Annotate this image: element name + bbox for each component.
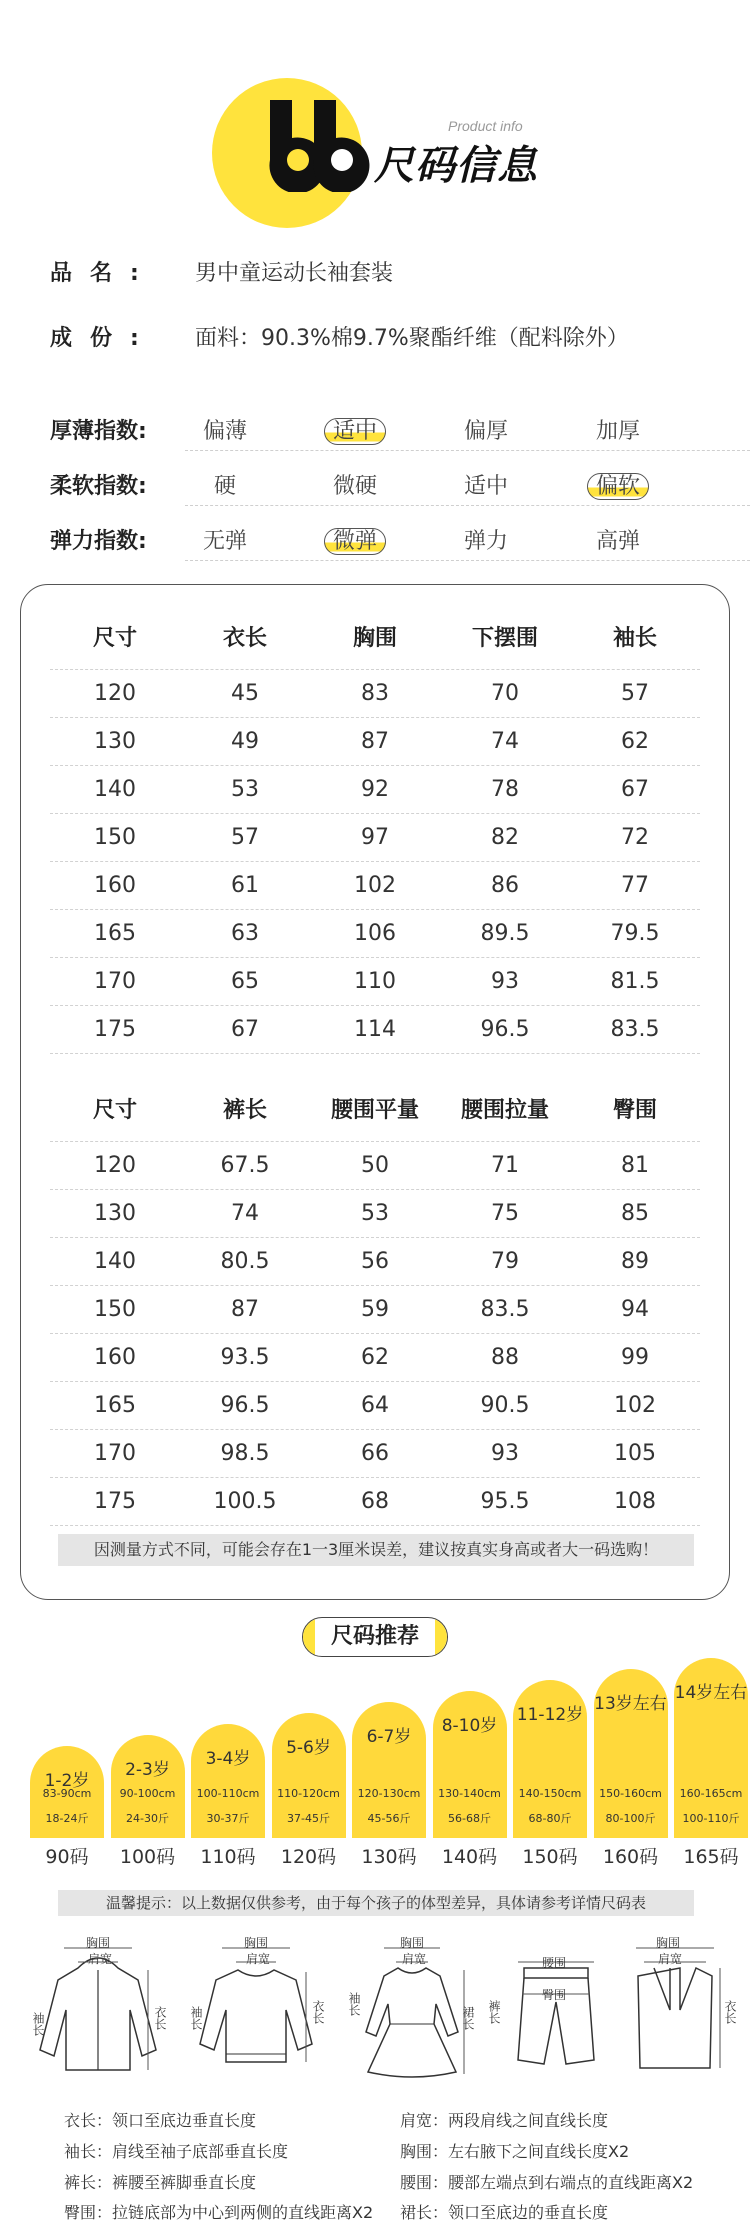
- size-code: 90码: [45, 1846, 89, 1868]
- top-table-cell: 65: [231, 969, 259, 994]
- thickness-label: 厚薄指数:: [50, 419, 147, 444]
- recommend-title-pill: [302, 1617, 448, 1657]
- definition-item: 裙长：领口至底边的垂直长度: [400, 2203, 609, 2222]
- top-table-cell: 86: [491, 873, 519, 898]
- size-code: 140码: [441, 1846, 498, 1868]
- top-table-row: [50, 766, 700, 814]
- product-info-caption: Product info: [448, 118, 523, 134]
- top-table-cell: 150: [94, 825, 136, 850]
- weight-range: 80-100斤: [605, 1812, 656, 1825]
- elasticity-index-row: [50, 518, 700, 562]
- bottom-table-cell: 160: [94, 1345, 136, 1370]
- top-table-cell: 61: [231, 873, 259, 898]
- bottom-table-cell: 150: [94, 1297, 136, 1322]
- bottom-table-cell: 75: [491, 1201, 519, 1226]
- length-label: 衣长: [311, 2000, 325, 2024]
- top-table-cell: 45: [231, 681, 259, 706]
- bottom-table-cell: 88: [491, 1345, 519, 1370]
- size-code: 100码: [119, 1846, 176, 1868]
- bottom-size-table: [50, 1080, 700, 1526]
- top-table-cell: 82: [491, 825, 519, 850]
- info-value-name: 男中童运动长袖套装: [195, 261, 394, 286]
- top-table-cell: 87: [361, 729, 389, 754]
- bottom-table-cell: 93: [491, 1441, 519, 1466]
- top-table-cell: 83.5: [610, 1017, 660, 1042]
- top-table-header-cell: 胸围: [352, 626, 397, 651]
- chest-label: 胸围: [86, 1936, 111, 1950]
- recommend-bar: [433, 1691, 507, 1838]
- height-range: 83-90cm: [42, 1787, 92, 1800]
- shoulder-label: 肩宽: [246, 1952, 271, 1966]
- top-table-cell: 175: [94, 1017, 136, 1042]
- softness-option-selected: 偏软: [568, 469, 668, 500]
- top-table-cell: 92: [361, 777, 389, 802]
- recommend-bar: [191, 1724, 265, 1838]
- top-table-row: [50, 1006, 700, 1054]
- bottom-table-cell: 66: [361, 1441, 389, 1466]
- top-table-row: [50, 718, 700, 766]
- top-table-cell: 70: [491, 681, 519, 706]
- bottom-table-cell: 81: [621, 1153, 649, 1178]
- bottom-table-header-cell: 腰围拉量: [460, 1098, 549, 1123]
- bottom-table-cell: 105: [614, 1441, 656, 1466]
- definition-item: 袖长：肩线至袖子底部垂直长度: [64, 2142, 289, 2161]
- bottom-table-cell: 93.5: [220, 1345, 270, 1370]
- info-label-name: 品名:: [50, 261, 157, 286]
- bottom-table-cell: 98.5: [220, 1441, 270, 1466]
- bottom-table-cell: 89: [621, 1249, 649, 1274]
- top-table-cell: 110: [354, 969, 396, 994]
- bottom-table-header-cell: 腰围平量: [330, 1098, 419, 1123]
- shoulder-label: 肩宽: [88, 1952, 113, 1966]
- definition-item: 裤长：裤腰至裤脚垂直长度: [64, 2173, 257, 2192]
- weight-range: 30-37斤: [206, 1812, 250, 1825]
- thickness-option: 加厚: [595, 419, 640, 444]
- page-title: 尺码信息: [374, 143, 538, 189]
- height-range: 90-100cm: [119, 1787, 176, 1800]
- pants-length-label: 裤长: [487, 2000, 501, 2024]
- height-range: 150-160cm: [599, 1787, 662, 1800]
- bottom-table-cell: 87: [231, 1297, 259, 1322]
- top-table-cell: 170: [94, 969, 136, 994]
- bottom-table-cell: 85: [621, 1201, 649, 1226]
- age-label: 1-2岁: [44, 1771, 90, 1791]
- definition-item: 肩宽：两段肩线之间直线长度: [400, 2111, 609, 2130]
- softness-option: 适中: [463, 474, 508, 499]
- shoulder-label: 肩宽: [402, 1952, 427, 1966]
- age-label: 13岁左右: [594, 1694, 667, 1714]
- top-table-row: [50, 958, 700, 1006]
- elasticity-option-selected: 微弹: [305, 524, 405, 555]
- logo-icon: [262, 96, 374, 192]
- height-range: 130-140cm: [438, 1787, 501, 1800]
- bottom-table-cell: 94: [621, 1297, 649, 1322]
- bottom-table-cell: 79: [491, 1249, 519, 1274]
- height-range: 160-165cm: [679, 1787, 743, 1800]
- bottom-table-cell: 83.5: [480, 1297, 530, 1322]
- top-table-cell: 97: [361, 825, 389, 850]
- bottom-table-header-cell: 裤长: [222, 1098, 267, 1123]
- info-value-material: 面料：90.3%棉9.7%聚酯纤维（配料除外）: [195, 326, 629, 351]
- top-table-cell: 78: [491, 777, 519, 802]
- top-table-cell: 77: [621, 873, 649, 898]
- bottom-table-cell: 99: [621, 1345, 649, 1370]
- bottom-table-row: [50, 1334, 700, 1382]
- bottom-table-row: [50, 1190, 700, 1238]
- thickness-option: 偏薄: [202, 419, 247, 444]
- recommend-bar: [30, 1746, 104, 1838]
- height-range: 140-150cm: [518, 1787, 582, 1800]
- top-table-row: [50, 814, 700, 862]
- top-table-header-cell: 下摆围: [471, 626, 538, 651]
- sleeve-label: 袖长: [347, 1992, 361, 2016]
- divider: [185, 560, 750, 561]
- top-table-cell: 83: [361, 681, 389, 706]
- recommend-bar: [352, 1702, 426, 1838]
- bottom-table-cell: 90.5: [480, 1393, 530, 1418]
- top-table-row: [50, 862, 700, 910]
- top-table-cell: 62: [621, 729, 649, 754]
- size-code: 130码: [361, 1846, 417, 1868]
- age-label: 14岁左右: [674, 1683, 748, 1703]
- top-table-cell: 49: [231, 729, 259, 754]
- bottom-table-cell: 120: [94, 1153, 136, 1178]
- top-table-cell: 160: [94, 873, 136, 898]
- bottom-table-cell: 59: [361, 1297, 389, 1322]
- jacket-diagram: [31, 1936, 167, 2090]
- definition-item: 胸围：左右腋下之间直线长度X2: [400, 2142, 630, 2161]
- age-label: 6-7岁: [366, 1727, 412, 1747]
- bottom-table-cell: 56: [361, 1249, 389, 1274]
- recommend-tip: 温馨提示：以上数据仅供参考，由于每个孩子的体型差异，具体请参考详情尺码表: [58, 1890, 694, 1916]
- size-code: 160码: [602, 1846, 659, 1868]
- bottom-table-row: [50, 1238, 700, 1286]
- top-table-cell: 81.5: [610, 969, 660, 994]
- elasticity-option: 高弹: [595, 529, 640, 554]
- age-label: 8-10岁: [441, 1716, 498, 1736]
- age-label: 5-6岁: [286, 1738, 331, 1758]
- top-table-cell: 165: [94, 921, 136, 946]
- top-table-cell: 130: [94, 729, 136, 754]
- top-table-header-row: [50, 608, 700, 670]
- weight-range: 18-24斤: [45, 1812, 89, 1825]
- bottom-table-cell: 50: [361, 1153, 389, 1178]
- top-table-cell: 67: [231, 1017, 259, 1042]
- top-table-cell: 102: [354, 873, 396, 898]
- recommend-bar: [272, 1713, 346, 1838]
- top-table-cell: 106: [354, 921, 396, 946]
- bottom-table-cell: 95.5: [480, 1489, 530, 1514]
- height-range: 120-130cm: [357, 1787, 421, 1800]
- top-table-cell: 79.5: [610, 921, 660, 946]
- bottom-table-row: [50, 1430, 700, 1478]
- age-label: 11-12岁: [516, 1705, 584, 1725]
- length-label: 衣长: [153, 2006, 167, 2030]
- softness-index-row: [50, 463, 700, 507]
- top-table-cell: 96.5: [480, 1017, 530, 1042]
- top-table-cell: 89.5: [480, 921, 530, 946]
- bottom-table-cell: 108: [614, 1489, 656, 1514]
- chest-label: 胸围: [656, 1936, 681, 1950]
- top-table-header-cell: 衣长: [222, 626, 267, 651]
- sleeve-label: 袖长: [189, 2006, 203, 2030]
- size-code: 110码: [200, 1846, 256, 1868]
- weight-range: 37-45斤: [287, 1812, 330, 1825]
- bottom-table-cell: 170: [94, 1441, 136, 1466]
- top-size-table: [50, 608, 700, 1054]
- size-code: 120码: [280, 1846, 337, 1868]
- definition-item: 臀围：拉链底部为中心到两侧的直线距离X2: [64, 2203, 374, 2222]
- definition-item: 衣长：领口至底边垂直长度: [64, 2111, 257, 2130]
- bottom-table-cell: 53: [361, 1201, 389, 1226]
- bottom-table-cell: 67.5: [220, 1153, 270, 1178]
- divider: [185, 450, 750, 451]
- bottom-table-row: [50, 1286, 700, 1334]
- weight-range: 56-68斤: [448, 1812, 491, 1825]
- length-label: 衣长: [723, 2000, 737, 2024]
- recommend-title: 尺码推荐: [330, 1624, 419, 1649]
- divider: [185, 505, 750, 506]
- sweater-diagram: [189, 1936, 325, 2090]
- recommend-bar: [513, 1680, 587, 1838]
- weight-range: 24-30斤: [126, 1812, 169, 1825]
- hip-label: 臀围: [542, 1988, 567, 2002]
- chest-label: 胸围: [244, 1936, 269, 1950]
- recommend-bar: [594, 1669, 668, 1838]
- bottom-table-cell: 74: [231, 1201, 259, 1226]
- bottom-table-header-cell: 尺寸: [92, 1098, 137, 1123]
- age-label: 3-4岁: [205, 1749, 251, 1769]
- height-range: 100-110cm: [196, 1787, 260, 1800]
- bottom-table-cell: 100.5: [213, 1489, 277, 1514]
- bottom-table-cell: 140: [94, 1249, 136, 1274]
- softness-option: 微硬: [332, 474, 377, 499]
- recommend-bar: [674, 1658, 748, 1838]
- pants-diagram: [487, 1940, 614, 2090]
- top-table-cell: 63: [231, 921, 259, 946]
- bottom-table-cell: 64: [361, 1393, 389, 1418]
- bottom-table-cell: 96.5: [220, 1393, 270, 1418]
- age-label: 2-3岁: [125, 1760, 170, 1780]
- bottom-table-cell: 165: [94, 1393, 136, 1418]
- bottom-table-row: [50, 1382, 700, 1430]
- bottom-table-cell: 62: [361, 1345, 389, 1370]
- bottom-table-cell: 80.5: [220, 1249, 270, 1274]
- bottom-table-row: [50, 1478, 700, 1526]
- recommend-bar: [111, 1735, 185, 1838]
- chest-label: 胸围: [400, 1936, 425, 1950]
- info-label-material: 成份:: [50, 326, 157, 351]
- top-table-header-cell: 尺寸: [92, 626, 137, 651]
- bottom-table-header-cell: 臀围: [612, 1098, 657, 1123]
- top-table-header-cell: 袖长: [612, 626, 657, 651]
- top-table-cell: 74: [491, 729, 519, 754]
- thickness-index-row: [50, 408, 700, 452]
- top-table-cell: 67: [621, 777, 649, 802]
- top-table-cell: 72: [621, 825, 649, 850]
- thickness-option: 偏厚: [463, 419, 508, 444]
- size-code: 165码: [683, 1846, 739, 1868]
- size-code: 150码: [522, 1846, 578, 1868]
- top-table-row: [50, 910, 700, 958]
- weight-range: 45-56斤: [367, 1812, 411, 1825]
- elasticity-label: 弹力指数:: [50, 529, 147, 554]
- top-table-row: [50, 670, 700, 718]
- softness-option: 硬: [213, 474, 236, 499]
- top-table-cell: 53: [231, 777, 259, 802]
- weight-range: 68-80斤: [528, 1812, 572, 1825]
- top-table-cell: 114: [354, 1017, 396, 1042]
- vest-diagram: [620, 1936, 740, 2090]
- elasticity-option: 无弹: [202, 529, 247, 554]
- elasticity-option: 弹力: [463, 529, 508, 554]
- bottom-table-cell: 175: [94, 1489, 136, 1514]
- thickness-option-selected: 适中: [305, 414, 405, 445]
- bottom-table-cell: 130: [94, 1201, 136, 1226]
- shoulder-label: 肩宽: [658, 1952, 683, 1966]
- top-table-cell: 57: [231, 825, 259, 850]
- top-table-cell: 140: [94, 777, 136, 802]
- top-table-cell: 57: [621, 681, 649, 706]
- dress-diagram: [347, 1936, 475, 2090]
- top-table-cell: 120: [94, 681, 136, 706]
- bottom-table-header-row: [50, 1080, 700, 1142]
- dress-length-label: 裙长: [461, 2006, 475, 2030]
- softness-label: 柔软指数:: [50, 474, 147, 499]
- measure-note: 因测量方式不同，可能会存在1一3厘米误差，建议按真实身高或者大一码选购！: [58, 1534, 694, 1566]
- bottom-table-row: [50, 1142, 700, 1190]
- bottom-table-cell: 102: [614, 1393, 656, 1418]
- definition-item: 腰围：腰部左端点到右端点的直线距离X2: [400, 2173, 694, 2192]
- bottom-table-cell: 71: [491, 1153, 519, 1178]
- bottom-table-cell: 68: [361, 1489, 389, 1514]
- weight-range: 100-110斤: [682, 1812, 740, 1825]
- top-table-cell: 93: [491, 969, 519, 994]
- waist-label: 腰围: [542, 1956, 567, 1970]
- sleeve-label: 袖长: [31, 2012, 45, 2036]
- height-range: 110-120cm: [277, 1787, 340, 1800]
